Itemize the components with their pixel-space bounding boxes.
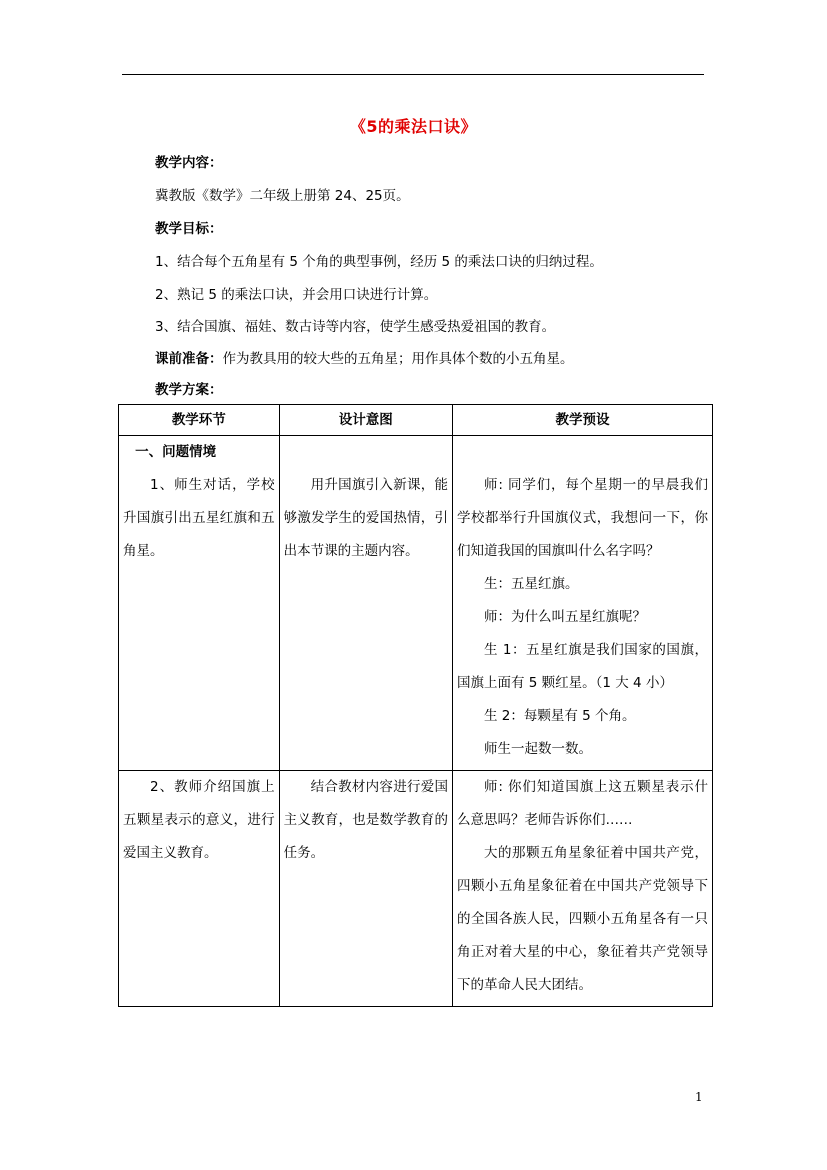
stage-step-2: 2、教师介绍国旗上五颗星表示的意义，进行爱国主义教育。 [123,779,275,861]
table-row [119,436,713,771]
dialog-line: 生 1：五星红旗是我们国家的国旗，国旗上面有 5 颗红星。（1 大 4 小） [456,642,708,691]
dialog-line: 师：为什么叫五星红旗呢？ [483,609,646,625]
dialog-line: 师生一起数一数。 [483,741,592,757]
goals-heading: 教学目标： [155,221,223,237]
stage-step-1: 1、师生对话，学校升国旗引出五星红旗和五角星。 [123,477,275,559]
spacer [457,436,708,469]
dialog-cell-2 [452,771,712,1007]
intent-text-2: 结合教材内容进行爱国主义教育，也是数学教育的任务。 [283,779,448,861]
content-heading: 教学内容： [155,155,223,171]
prep-heading: 课前准备： [155,351,223,367]
stage-cell-1 [119,436,280,771]
prep-text: 作为教具用的较大些的五角星；用作具体个数的小五角星。 [222,351,574,367]
intent-cell-2 [279,771,452,1007]
prep-line [155,347,574,367]
dialog-line: 生：五星红旗。 [483,576,579,592]
lesson-plan-table [118,404,713,1007]
table-row [119,771,713,1007]
header-cell-stage: 教学环节 [119,405,280,436]
goal-3: 3、结合国旗、福娃、数古诗等内容，使学生感受热爱祖国的教育。 [155,319,556,335]
stage-cell-2 [119,771,280,1007]
page-number: 1 [695,1090,703,1104]
dialog-cell-1 [452,436,712,771]
dialog-line: 生 2：每颗星有 5 个角。 [483,708,636,724]
header-cell-intent: 设计意图 [279,405,452,436]
goal-1: 1、结合每个五角星有 5 个角的典型事例，经历 5 的乘法口诀的归纳过程。 [155,254,603,270]
document-title: 《5的乘法口诀》 [349,117,478,136]
dialog-line: 师: 同学们，每个星期一的早晨我们学校都举行升国旗仪式，我想问一下，你们知道我国的国旗叫什么名字吗？ [456,477,708,559]
header-cell-preset: 教学预设 [452,405,712,436]
dialog-line: 大的那颗五角星象征着中国共产党，四颗小五角星象征着在中国共产党领导下的全国各族人民，四颗小五角星各有一只角正对着大星的中心，象征着共产党领导下的革命人民大团结。 [456,845,708,993]
plan-heading: 教学方案： [155,382,223,398]
section-title: 一、问题情境 [135,444,217,460]
header-rule [122,74,704,75]
spacer [284,436,448,469]
intent-cell-1 [279,436,452,771]
dialog-line: 师: 你们知道国旗上这五颗星表示什么意思吗？老师告诉你们…… [456,779,708,828]
content-text: 冀教版《数学》二年级上册第 24、25页。 [155,188,410,204]
table-header-row [119,405,713,436]
goal-2: 2、熟记 5 的乘法口诀，并会用口诀进行计算。 [155,287,438,303]
intent-text-1: 用升国旗引入新课，能够激发学生的爱国热情，引出本节课的主题内容。 [283,477,448,559]
